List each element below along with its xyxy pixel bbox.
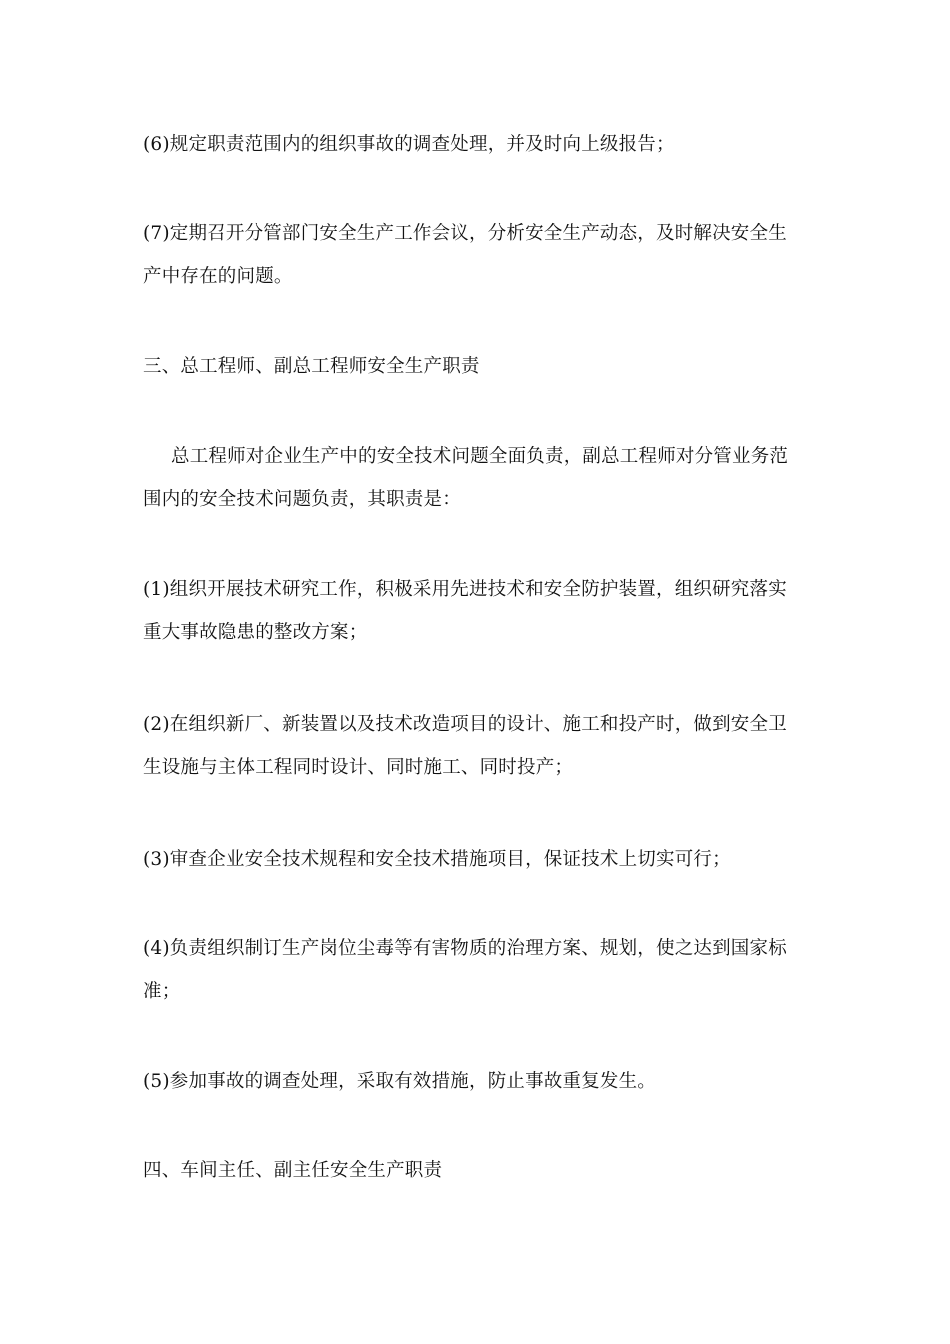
text-line: 围内的安全技术问题负责，其职责是： <box>143 489 461 510</box>
duty-item-2 <box>143 703 805 789</box>
duty-item-5 <box>143 1060 805 1103</box>
text-line: (7)定期召开分管部门安全生产工作会议，分析安全生产动态，及时解决安全生 <box>143 223 787 244</box>
text-line: (6)规定职责范围内的组织事故的调查处理，并及时向上级报告； <box>143 134 675 155</box>
section-heading-4 <box>143 1149 805 1192</box>
text-line: (4)负责组织制订生产岗位尘毒等有害物质的治理方案、规划，使之达到国家标 <box>143 938 787 959</box>
text-line: 生设施与主体工程同时设计、同时施工、同时投产； <box>143 757 574 778</box>
section-heading-3 <box>143 345 805 388</box>
text-line: 产中存在的问题。 <box>143 266 293 287</box>
text-line: (3)审查企业安全技术规程和安全技术措施项目，保证技术上切实可行； <box>143 849 731 870</box>
intro-paragraph <box>143 435 805 521</box>
duty-item-1 <box>143 568 805 654</box>
paragraph-item-7 <box>143 212 805 298</box>
heading-text: 四、车间主任、副主任安全生产职责 <box>143 1160 443 1181</box>
text-line: (1)组织开展技术研究工作，积极采用先进技术和安全防护装置，组织研究落实 <box>143 579 787 600</box>
duty-item-4 <box>143 927 805 1013</box>
text-line: (5)参加事故的调查处理，采取有效措施，防止事故重复发生。 <box>143 1071 657 1092</box>
text-line: 准； <box>143 981 181 1002</box>
duty-item-3 <box>143 838 805 881</box>
heading-text: 三、总工程师、副总工程师安全生产职责 <box>143 356 480 377</box>
text-line: 总工程师对企业生产中的安全技术问题全面负责，副总工程师对分管业务范 <box>171 446 789 467</box>
paragraph-item-6 <box>143 123 805 166</box>
text-line: 重大事故隐患的整改方案； <box>143 622 368 643</box>
text-line: (2)在组织新厂、新装置以及技术改造项目的设计、施工和投产时，做到安全卫 <box>143 714 787 735</box>
